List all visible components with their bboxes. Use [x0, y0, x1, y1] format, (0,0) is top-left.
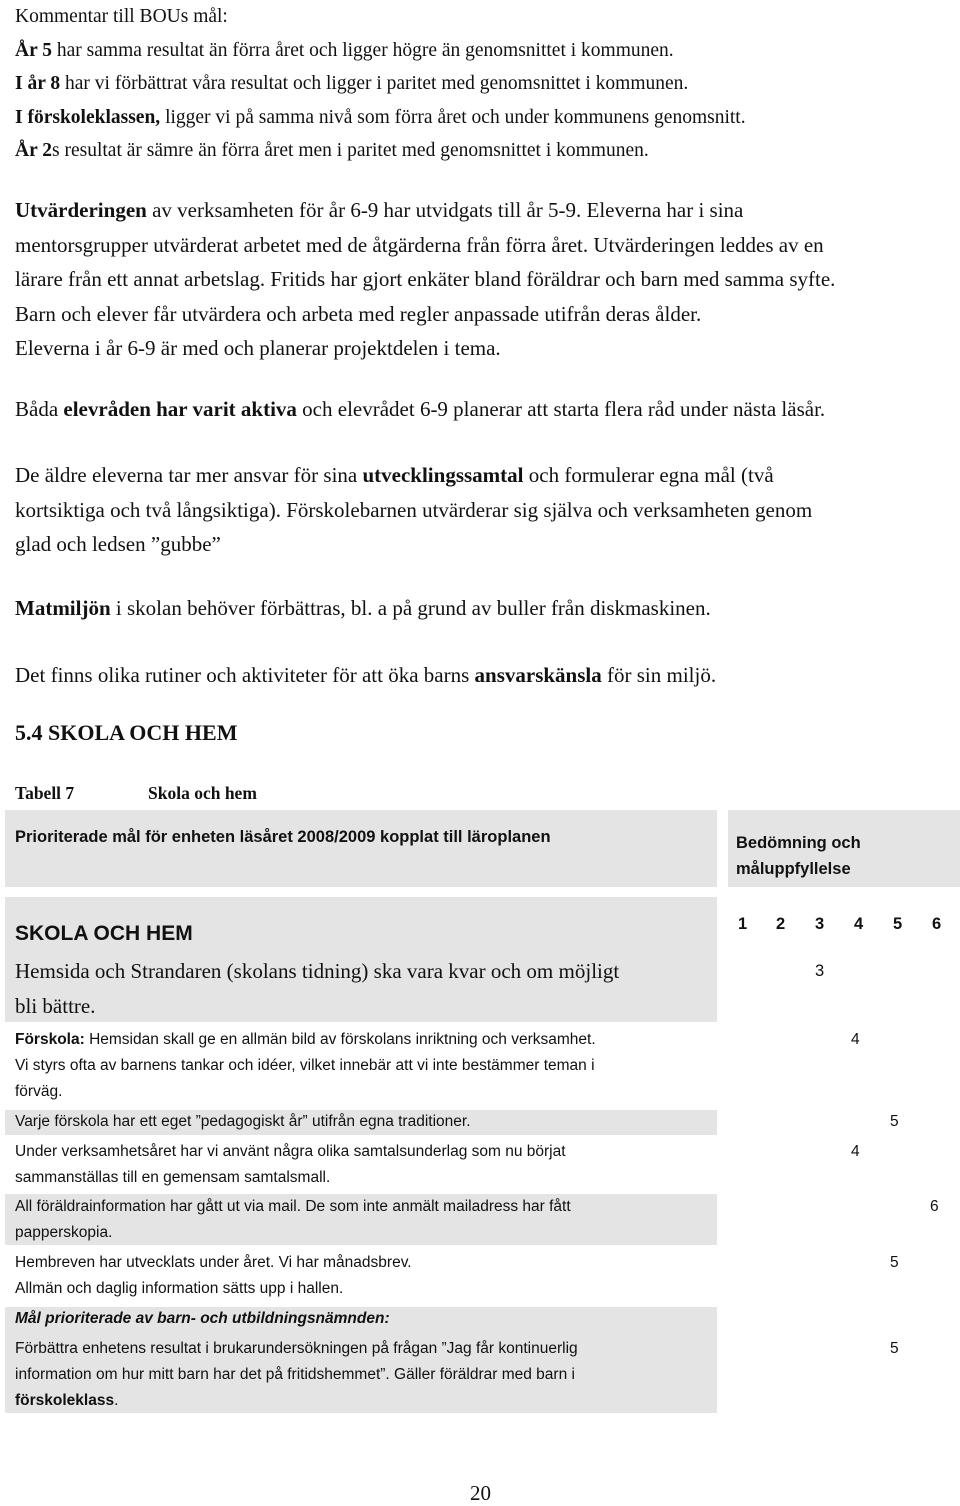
scale-value: 3 [815, 915, 825, 933]
table-row: All föräldrainformation har gått ut via mail. De som inte anmält mailadress har fått papperskopia. [15, 1198, 571, 1241]
row-grade: 4 [851, 1143, 860, 1160]
intro-heading: Kommentar till BOUs mål: [15, 6, 228, 27]
development-talks-paragraph: De äldre eleverna tar mer ansvar för sina utvecklingssamtal och formulerar egna mål (två kortsiktiga och två långsiktiga). Förskolebarnen utvärderar sig själva och verksamheten genom glad och ledsen ”gubbe” [15, 463, 813, 556]
section-heading: 5.4 SKOLA OCH HEM [15, 720, 238, 745]
row-grade: 5 [890, 1340, 899, 1357]
evaluation-paragraph: Utvärderingen av verksamheten för år 6-9 har utvidgats till år 5-9. Eleverna har i sina mentorsgrupper utvärderat arbetet med de åtgärderna från förra året. Utvärderingen leddes av en lärare från ett annat arbetslag. Fritids har gjort enkäter bland föräldrar och barn med samma syfte. Barn och elever får utvärdera och arbeta med regler anpassade utifrån deras ålder. Eleverna i år 6-9 är med och planerar projektdelen i tema. [15, 198, 836, 360]
scale-value: 4 [854, 915, 864, 933]
intro-line: År 5 har samma resultat än förra året och ligger högre än genomsnittet i kommunen. [15, 39, 674, 61]
row-grade: 5 [890, 1254, 899, 1271]
table-label: Tabell 7 [15, 783, 75, 803]
table-row: Hemsida och Strandaren (skolans tidning) ska vara kvar och om möjligt bli bättre. [15, 959, 620, 1018]
intro-block [15, 0, 950, 168]
table-header-assessment: Bedömning och måluppfyllelse [728, 810, 960, 887]
table-row: Förskola: Hemsidan skall ge en allmän bild av förskolans inriktning och verksamhet. Vi styrs ofta av barnens tankar och idéer, vilket innebär att vi inte bestämmer teman i förväg. [15, 1031, 596, 1100]
table-header-goals: Prioriterade mål för enheten läsåret 2008/2009 kopplat till läroplanen [5, 810, 717, 887]
scale-value: 6 [932, 915, 942, 933]
table-row: Under verksamhetsåret har vi använt några olika samtalsunderlag som nu börjat sammanställas till en gemensam samtalsmall. [15, 1143, 566, 1186]
scale-value: 5 [893, 915, 903, 933]
table-subheading: Mål prioriterade av barn- och utbildningsnämnden: [15, 1310, 390, 1327]
scale-value: 2 [776, 915, 786, 933]
intro-line: År 2s resultat är sämre än förra året men i paritet med genomsnittet i kommunen. [15, 140, 649, 161]
scale-value: 1 [738, 915, 748, 933]
student-council-paragraph: Båda elevråden har varit aktiva och elevrådet 6-9 planerar att starta flera råd under nästa läsår. [15, 397, 826, 421]
row-grade: 3 [815, 962, 825, 980]
page-number: 20 [470, 1481, 491, 1505]
food-environment-paragraph: Matmiljön i skolan behöver förbättras, bl. a på grund av buller från diskmaskinen. [15, 596, 711, 620]
row-grade: 6 [930, 1198, 939, 1215]
row-grade: 4 [851, 1031, 860, 1048]
table-section-title: SKOLA OCH HEM [15, 922, 193, 945]
responsibility-paragraph: Det finns olika rutiner och aktiviteter för att öka barns ansvarskänsla för sin miljö. [15, 663, 717, 687]
table-row: Förbättra enhetens resultat i brukarundersökningen på frågan ”Jag får kontinuerlig information om hur mitt barn har det på fritidshemmet”. Gäller föräldrar med barn i förskoleklass. [15, 1340, 578, 1409]
row-grade: 5 [890, 1113, 899, 1130]
intro-line: I förskoleklassen, ligger vi på samma nivå som förra året och under kommunens genomsnitt. [15, 106, 746, 128]
intro-line: I år 8 har vi förbättrat våra resultat och ligger i paritet med genomsnittet i kommunen. [15, 73, 689, 94]
table-name: Skola och hem [148, 783, 257, 803]
table-row: Varje förskola har ett eget ”pedagogiskt år” utifrån egna traditioner. [15, 1113, 471, 1130]
table-row: Hembreven har utvecklats under året. Vi har månadsbrev. Allmän och daglig information sätts upp i hallen. [15, 1254, 412, 1297]
